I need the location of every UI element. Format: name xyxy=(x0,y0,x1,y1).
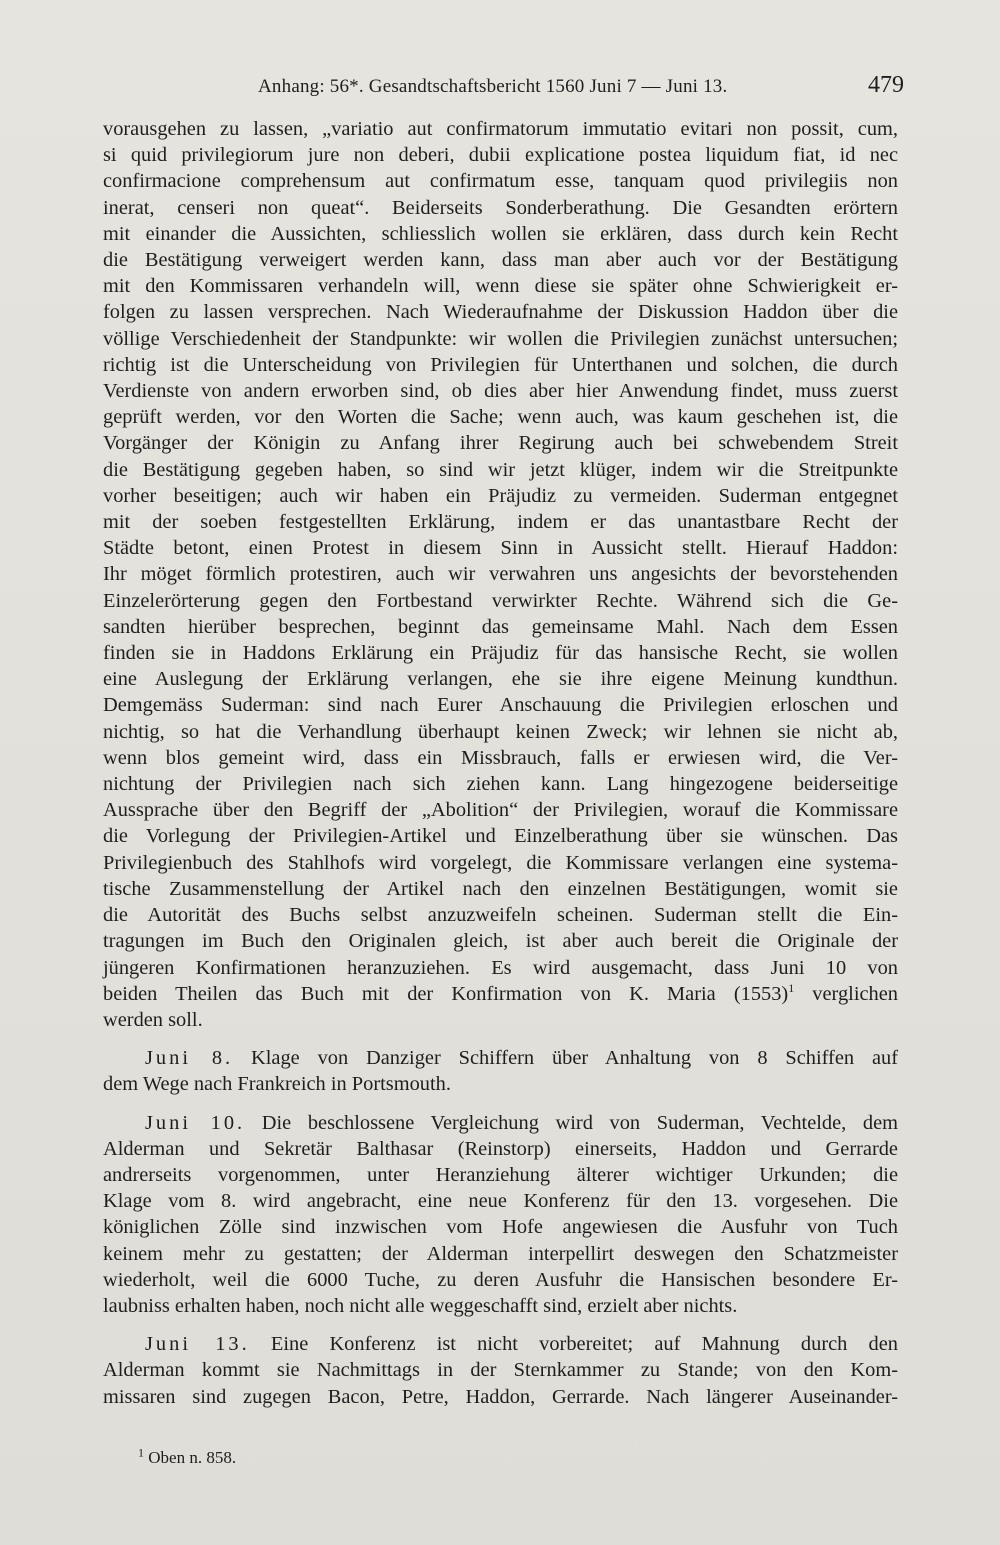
date-label: Juni 13. xyxy=(145,1333,250,1356)
text-line: laubniss erhalten haben, noch nicht alle weggeschafft sind, erzielt aber nichts. xyxy=(103,1294,738,1317)
text-line: Vorgänger der Königin zu Anfang ihrer Regirung auch bei schwebendem Streit xyxy=(103,432,898,455)
text-line: eine Auslegung der Erklärung verlangen, ehe sie ihre eigene Meinung kundthun. xyxy=(103,668,898,691)
text-line: tragungen im Buch den Originalen gleich, ist aber auch bereit die Originale der xyxy=(103,930,898,953)
page-header xyxy=(0,72,1000,104)
text-line xyxy=(103,981,898,1007)
text-line: mit den Kommissaren verhandeln will, wenn diese sie später ohne Schwierigkeit er- xyxy=(103,275,898,298)
text-line: Aussprache über den Begriff der „Abolition“ der Privilegien, worauf die Kommissare xyxy=(103,799,898,822)
line-segment: verglichen xyxy=(794,982,898,1005)
line-segment: Klage von Danziger Schiffern über Anhaltung von 8 Schiffen auf xyxy=(233,1047,898,1070)
text-line: die Autorität des Buchs selbst anzuzweifeln scheinen. Suderman stellt die Ein- xyxy=(103,904,898,927)
running-head: Anhang: 56*. Gesandtschaftsbericht 1560 Juni 7 — Juni 13. xyxy=(258,76,728,97)
text-line: andrerseits vorgenommen, unter Heranziehung älterer wichtiger Urkunden; die xyxy=(103,1163,898,1186)
text-line: die Bestätigung gegeben haben, so sind wir jetzt klüger, indem wir die Streitpunkte xyxy=(103,458,898,481)
footnote xyxy=(138,1445,237,1468)
text-line: Demgemäss Suderman: sind nach Eurer Anschauung die Privilegien erloschen und xyxy=(103,694,898,717)
paragraph-4 xyxy=(103,1331,898,1410)
text-line: tische Zusammenstellung der Artikel nach den einzelnen Bestätigungen, womit sie xyxy=(103,877,898,900)
body-text xyxy=(103,116,898,1410)
text-line: die Bestätigung verweigert werden kann, dass man aber auch vor der Bestätigung xyxy=(103,249,898,272)
paragraph-2 xyxy=(103,1045,898,1097)
line-segment: Eine Konferenz ist nicht vorbereitet; auf Mahnung durch den xyxy=(249,1333,898,1356)
text-line: mit einander die Aussichten, schliesslich wollen sie erklären, dass durch kein Recht xyxy=(103,222,898,245)
footnote-marker: 1 xyxy=(788,980,795,995)
text-line: mit der soeben festgestellten Erklärung, indem er das unantastbare Recht der xyxy=(103,511,898,534)
text-line: Privilegienbuch des Stahlhofs wird vorgelegt, die Kommissare verlangen eine systema- xyxy=(103,851,898,874)
line-segment: beiden Theilen das Buch mit der Konfirmation von K. Maria (1553) xyxy=(103,982,789,1005)
text-line: die Vorlegung der Privilegien-Artikel und Einzelberathung über sie wünschen. Das xyxy=(103,825,898,848)
text-line xyxy=(103,1045,898,1071)
text-line: vorher beseitigen; auch wir haben ein Präjudiz zu vermeiden. Suderman entgegnet xyxy=(103,484,898,507)
paragraph-1 xyxy=(103,116,898,981)
text-line: keinem mehr zu gestatten; der Alderman interpellirt deswegen den Schatzmeister xyxy=(103,1242,898,1265)
text-line: wiederholt, weil die 6000 Tuche, zu deren Ausfuhr die Hansischen besondere Er- xyxy=(103,1268,898,1291)
text-line xyxy=(103,1110,898,1136)
text-line: Einzelerörterung gegen den Fortbestand verwirkter Rechte. Während sich die Ge- xyxy=(103,589,898,612)
text-line: werden soll. xyxy=(103,1008,203,1031)
text-line: vorausgehen zu lassen, „variatio aut confirmatorum immutatio evitari non possit, cum, xyxy=(103,118,898,140)
text-line: sandten hierüber besprechen, beginnt das gemeinsame Mahl. Nach dem Essen xyxy=(103,615,898,638)
footnote-text: Oben n. 858. xyxy=(144,1448,237,1467)
text-line: Städte betont, einen Protest in diesem Sinn in Aussicht stellt. Hierauf Haddon: xyxy=(103,537,898,560)
text-line: Verdienste von andern erworben sind, ob dies aber hier Anwendung findet, muss zuerst xyxy=(103,380,898,403)
text-line: confirmacione comprehensum aut confirmatum esse, tanquam quod privilegiis non xyxy=(103,170,898,193)
date-label: Juni 10. xyxy=(145,1111,246,1134)
text-line: völlige Verschiedenheit der Standpunkte: wir wollen die Privilegien zunächst untersuchen; xyxy=(103,327,898,350)
text-line: nichtung der Privilegien nach sich ziehen kann. Lang hingezogene beiderseitige xyxy=(103,773,898,796)
line-segment: Die beschlossene Vergleichung wird von Suderman, Vechtelde, dem xyxy=(245,1111,898,1134)
text-line: Alderman kommt sie Nachmittags in der Sternkammer zu Stande; von den Kom- xyxy=(103,1359,898,1382)
text-line: folgen zu lassen versprechen. Nach Wiederaufnahme der Diskussion Haddon über die xyxy=(103,301,898,324)
date-label: Juni 8. xyxy=(145,1047,234,1070)
text-line: inerat, censeri non queat“. Beiderseits Sonderberathung. Die Gesandten erörtern xyxy=(103,196,898,219)
paragraph-3 xyxy=(103,1110,898,1320)
text-line: wenn blos gemeint wird, dass ein Missbrauch, falls er erwiesen wird, die Ver- xyxy=(103,746,898,769)
text-line: si quid privilegiorum jure non deberi, dubii explicatione postea liquidum fiat, id nec xyxy=(103,144,898,167)
text-line: richtig ist die Unterscheidung von Privilegien für Unterthanen und solchen, die durch xyxy=(103,353,898,376)
page-number: 479 xyxy=(868,72,904,98)
text-line: nichtig, so hat die Verhandlung überhaupt keinen Zweck; wir lehnen sie nicht ab, xyxy=(103,720,898,743)
text-line xyxy=(103,1331,898,1357)
text-line: jüngeren Konfirmationen heranzuziehen. Es wird ausgemacht, dass Juni 10 von xyxy=(103,956,898,979)
text-line: königlichen Zölle sind inzwischen vom Hofe angewiesen die Ausfuhr von Tuch xyxy=(103,1216,898,1239)
text-line: Klage vom 8. wird angebracht, eine neue Konferenz für den 13. vorgesehen. Die xyxy=(103,1190,898,1213)
text-line: missaren sind zugegen Bacon, Petre, Haddon, Gerrarde. Nach längerer Auseinander- xyxy=(103,1385,898,1408)
text-line: dem Wege nach Frankreich in Portsmouth. xyxy=(103,1073,451,1096)
footnote-marker: 1 xyxy=(138,1445,144,1460)
text-line: geprüft werden, vor den Worten die Sache; wenn auch, was kaum geschehen ist, die xyxy=(103,406,898,429)
text-line: Ihr möget förmlich protestiren, auch wir verwahren uns angesichts der bevorstehenden xyxy=(103,563,898,586)
text-line: finden sie in Haddons Erklärung ein Präjudiz für das hansische Recht, sie wollen xyxy=(103,642,898,665)
text-line: Alderman und Sekretär Balthasar (Reinstorp) einerseits, Haddon und Gerrarde xyxy=(103,1137,898,1160)
